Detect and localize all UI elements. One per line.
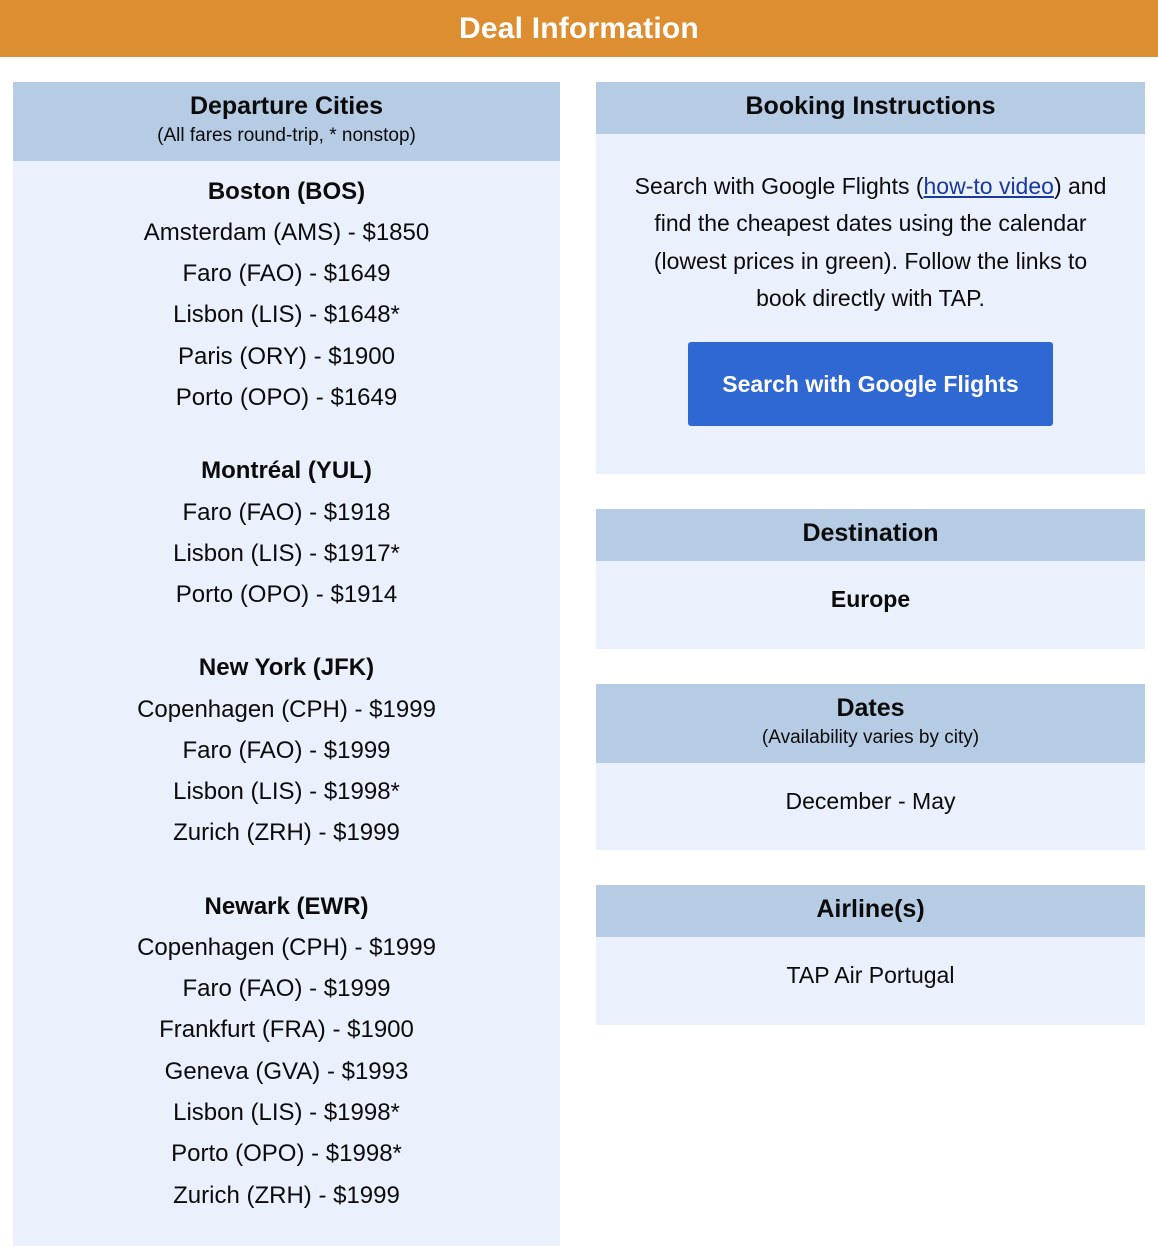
dates-title: Dates <box>836 693 905 722</box>
booking-instructions-header <box>596 82 1145 134</box>
airline-value: TAP Air Portugal <box>786 962 955 989</box>
fare-row: Lisbon (LIS) - $1648* <box>173 301 400 329</box>
fare-row: Porto (OPO) - $1998* <box>171 1140 402 1168</box>
airline-title: Airline(s) <box>816 895 925 924</box>
city-group <box>27 450 546 615</box>
booking-instructions-body <box>596 134 1145 474</box>
fare-row: Frankfurt (FRA) - $1900 <box>159 1016 414 1044</box>
booking-instructions-panel <box>596 82 1145 474</box>
booking-instructions-title: Booking Instructions <box>745 92 996 120</box>
airline-header <box>596 885 1145 937</box>
fare-row: Faro (FAO) - $1918 <box>182 498 391 526</box>
fare-row: Copenhagen (CPH) - $1999 <box>137 695 436 723</box>
fare-row: Faro (FAO) - $1999 <box>182 736 391 764</box>
dates-body <box>596 763 1145 851</box>
fare-row: Faro (FAO) - $1649 <box>182 260 391 288</box>
booking-instructions-text <box>610 152 1131 322</box>
fare-row: Lisbon (LIS) - $1917* <box>173 539 400 567</box>
fare-row: Porto (OPO) - $1914 <box>175 581 398 609</box>
left-column <box>13 82 560 1246</box>
city-name: Boston (BOS) <box>207 177 366 205</box>
departure-cities-header <box>13 82 560 161</box>
airline-body <box>596 937 1145 1025</box>
instructions-text-before-link: Search with Google Flights ( <box>634 173 924 199</box>
departure-cities-subtitle: (All fares round-trip, * nonstop) <box>157 125 416 146</box>
page-header-bar <box>0 0 1158 57</box>
destination-title: Destination <box>802 518 939 547</box>
instructions-text-after-link: ) and find the cheapest dates using the calendar (lowest prices in green). Follow the links to book directly with TAP. <box>653 173 1107 312</box>
departure-cities-title: Departure Cities <box>189 92 384 120</box>
search-with-google-flights-button[interactable]: Search with Google Flights <box>688 342 1052 426</box>
city-name: New York (JFK) <box>198 654 375 682</box>
city-name: Newark (EWR) <box>204 892 369 920</box>
dates-header <box>596 684 1145 763</box>
fare-row: Zurich (ZRH) - $1999 <box>173 1181 400 1209</box>
destination-value: Europe <box>830 585 911 612</box>
main-content <box>0 57 1158 1254</box>
page-title: Deal Information <box>459 11 699 45</box>
city-group <box>27 647 546 853</box>
fare-row: Porto (OPO) - $1649 <box>175 384 398 412</box>
fare-row: Copenhagen (CPH) - $1999 <box>137 933 436 961</box>
search-button-container <box>610 322 1131 452</box>
dates-value: December - May <box>785 787 956 814</box>
right-column <box>596 82 1145 1025</box>
fare-row: Lisbon (LIS) - $1998* <box>173 1099 400 1126</box>
dates-subtitle: (Availability varies by city) <box>761 726 980 748</box>
city-name: Montréal (YUL) <box>201 457 372 485</box>
destination-header <box>596 509 1145 561</box>
fare-row: Faro (FAO) - $1999 <box>182 975 391 1003</box>
destination-panel <box>596 509 1145 649</box>
destination-body <box>596 561 1145 649</box>
fare-row: Zurich (ZRH) - $1999 <box>173 819 400 847</box>
departure-cities-body <box>13 161 560 1246</box>
departure-cities-panel <box>13 82 560 1246</box>
fare-row: Geneva (GVA) - $1993 <box>164 1057 409 1085</box>
dates-panel <box>596 684 1145 851</box>
city-group <box>27 171 546 419</box>
fare-row: Amsterdam (AMS) - $1850 <box>143 218 430 246</box>
city-group <box>27 886 546 1216</box>
airline-panel <box>596 885 1145 1025</box>
fare-row: Lisbon (LIS) - $1998* <box>173 778 400 806</box>
how-to-video-link[interactable]: how-to video <box>923 173 1054 199</box>
fare-row: Paris (ORY) - $1900 <box>178 342 395 370</box>
